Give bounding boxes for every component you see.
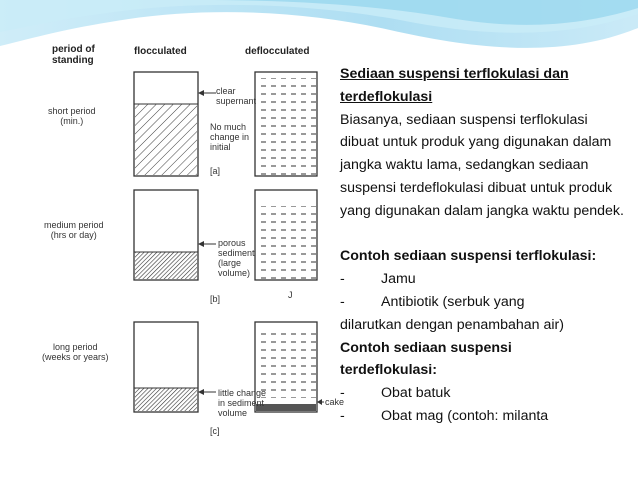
annotation-clear-supernant: clear supernant bbox=[216, 86, 257, 106]
list-item bbox=[340, 382, 630, 405]
list-item bbox=[340, 291, 630, 314]
bullet-dash: - bbox=[340, 271, 345, 288]
list-item-text: Obat mag (contoh: milanta bbox=[381, 407, 549, 424]
sedimentation-diagram bbox=[40, 42, 335, 447]
list-item bbox=[340, 268, 630, 291]
mark-j: J bbox=[288, 290, 293, 300]
section-heading: Sediaan suspensi terflokulasi dan terdeflokulasi bbox=[340, 66, 569, 105]
caption-b: [b] bbox=[210, 294, 221, 304]
list-item-text: Antibiotik (serbuk yang bbox=[381, 293, 525, 310]
list-continuation: dilarutkan dengan penambahan air) bbox=[340, 316, 565, 333]
section1-title: Contoh sediaan suspensi terflokulasi: bbox=[340, 248, 597, 265]
annotation-porous-sediment: porous sediment (large volume) bbox=[218, 238, 255, 278]
annotation-cake: cake bbox=[325, 397, 345, 407]
list-item-text: Obat batuk bbox=[381, 385, 451, 402]
body-paragraph: Biasanya, sediaan suspensi terflokulasi dibuat untuk produk yang digunakan dalam jangka waktu lama, sedangkan sediaan suspensi terdeflokulasi dibuat untuk produk yang digunakan dalam jangka waktu pendek. bbox=[340, 111, 624, 219]
slide-text bbox=[340, 63, 630, 428]
caption-a: [a] bbox=[210, 166, 221, 176]
bullet-dash: - bbox=[340, 293, 345, 310]
header-flocculated: flocculated bbox=[134, 46, 187, 57]
period-medium: medium period (hrs or day) bbox=[44, 220, 104, 240]
header-period: period of standing bbox=[52, 44, 95, 66]
list-item-text: Jamu bbox=[381, 271, 416, 288]
section2-title-line2: terdeflokulasi: bbox=[340, 362, 437, 379]
annotation-no-much-change: No much change in initial bbox=[210, 122, 250, 152]
sedimentation-figure bbox=[40, 42, 345, 447]
period-short: short period (min.) bbox=[48, 106, 96, 126]
bullet-dash: - bbox=[340, 385, 345, 402]
list-item bbox=[340, 405, 630, 428]
header-deflocculated: deflocculated bbox=[245, 46, 310, 57]
caption-c: [c] bbox=[210, 426, 220, 436]
period-long: long period (weeks or years) bbox=[42, 342, 109, 362]
bullet-dash: - bbox=[340, 407, 345, 424]
section2-title-line1: Contoh sediaan suspensi bbox=[340, 339, 512, 356]
annotation-little-change: little change in sediment volume bbox=[218, 388, 267, 418]
